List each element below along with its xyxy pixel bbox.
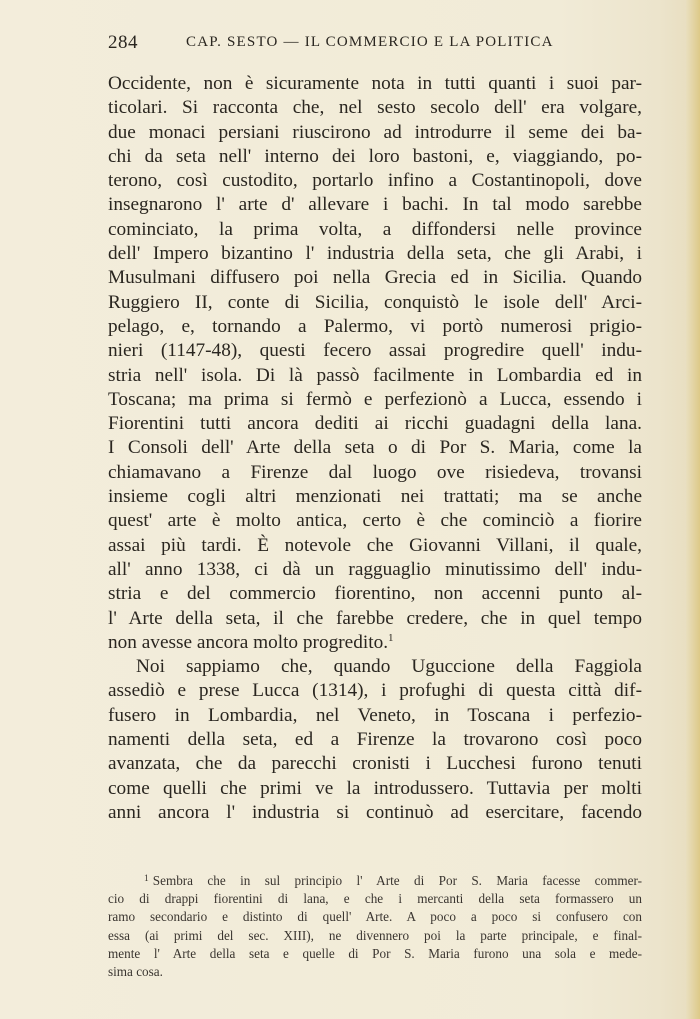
text-line: Musulmani diffusero poi nella Grecia ed in Sicilia. Quando [108,267,642,289]
text-line: due monaci persiani riuscirono ad introdurre il seme dei ba- [108,121,642,143]
text-line: insegnarono l' arte d' allevare i bachi. In tal modo sarebbe [108,194,642,216]
footnote-line: mente l' Arte della seta e quelle di Por S. Maria furono una sola e mede- [108,945,642,961]
text-line: all' anno 1338, ci dà un ragguaglio minutissimo dell' indu- [108,558,642,580]
text-line: dell' Impero bizantino l' industria della seta, che gli Arabi, i [108,243,642,265]
text-line: I Consoli dell' Arte della seta o di Por S. Maria, come la [108,437,642,459]
text-line: ticolari. Si racconta che, nel sesto secolo dell' era volgare, [108,97,642,119]
body-text [108,72,642,825]
text-line: chiamavano a Firenze dal luogo ove risiedeva, trovansi [108,461,642,483]
footnote-line: ramo secondario e distinto di quell' Arte. A poco a poco si confusero con [108,909,642,925]
page-header [108,32,642,56]
text-line: l' Arte della seta, il che farebbe credere, che in quel tempo [108,607,642,629]
text-line: namenti della seta, ed a Firenze la trovarono così poco [108,729,642,751]
page-edge [686,0,700,1019]
text-line: nieri (1147-48), questi fecero assai progredire quell' indu- [108,340,642,362]
text-line: Ruggiero II, conte di Sicilia, conquistò le isole dell' Arci- [108,291,642,313]
text-line: stria e del commercio fiorentino, non accenni punto al- [108,583,642,605]
text-line: chi da seta nell' interno dei loro bastoni, e, viaggiando, po- [108,145,642,167]
footnote-line: essa (ai primi del sec. XIII), ne divennero poi la parte principale, e final- [108,927,642,943]
text-line: non avesse ancora molto progredito. [108,631,389,653]
text-line: assediò e prese Lucca (1314), i profughi di questa città dif- [108,680,642,702]
text-line: assai più tardi. È notevole che Giovanni Villani, il quale, [108,534,642,556]
paragraph-end-line [108,631,642,655]
text-line: stria nell' isola. Di là passò facilmente in Lombardia ed in [108,364,642,386]
footnote-marker: 1 [144,874,149,884]
text-line: insieme cogli altri menzionati nei trattati; ma se anche [108,486,642,508]
footnote-line: cio di drappi fiorentini di lana, e che i mercanti della seta formassero un [108,891,642,907]
text-line: fusero in Lombardia, nel Veneto, in Toscana i perfezio- [108,704,642,726]
text-line: Toscana; ma prima si fermò e perfezionò a Lucca, essendo i [108,388,642,410]
text-line: Noi sappiamo che, quando Uguccione della Faggiola [136,656,642,678]
running-title: CAP. SESTO — IL COMMERCIO E LA POLITICA [186,34,554,50]
footnote-line: Sembra che in sul principio l' Arte di Por S. Maria facesse commer- [152,873,642,888]
text-line: pelago, e, tornando a Palermo, vi portò numerosi prigio- [108,315,642,337]
text-line: Fiorentini tutti ancora dediti ai ricchi guadagni della lana. [108,413,642,435]
text-line: come quelli che primi ve la introdussero. Tuttavia per molti [108,777,642,799]
text-line: anni ancora l' industria si continuò ad esercitare, facendo [108,801,642,823]
page-number: 284 [108,32,138,53]
text-line: avanzata, che da parecchi cronisti i Lucchesi furono tenuti [108,753,642,775]
text-line: quest' arte è molto antica, certo è che cominciò a fiorire [108,510,642,532]
footnote [108,872,642,981]
text-line: cominciato, la prima volta, a diffondersi nelle province [108,218,642,240]
footnote-reference: 1 [388,631,394,644]
text-line: Occidente, non è sicuramente nota in tutti quanti i suoi par- [108,73,642,94]
text-line: terono, così custodito, portarlo infino a Costantinopoli, dove [108,170,642,192]
footnote-line: sima cosa. [108,963,163,979]
footnote-first-line [108,872,642,890]
